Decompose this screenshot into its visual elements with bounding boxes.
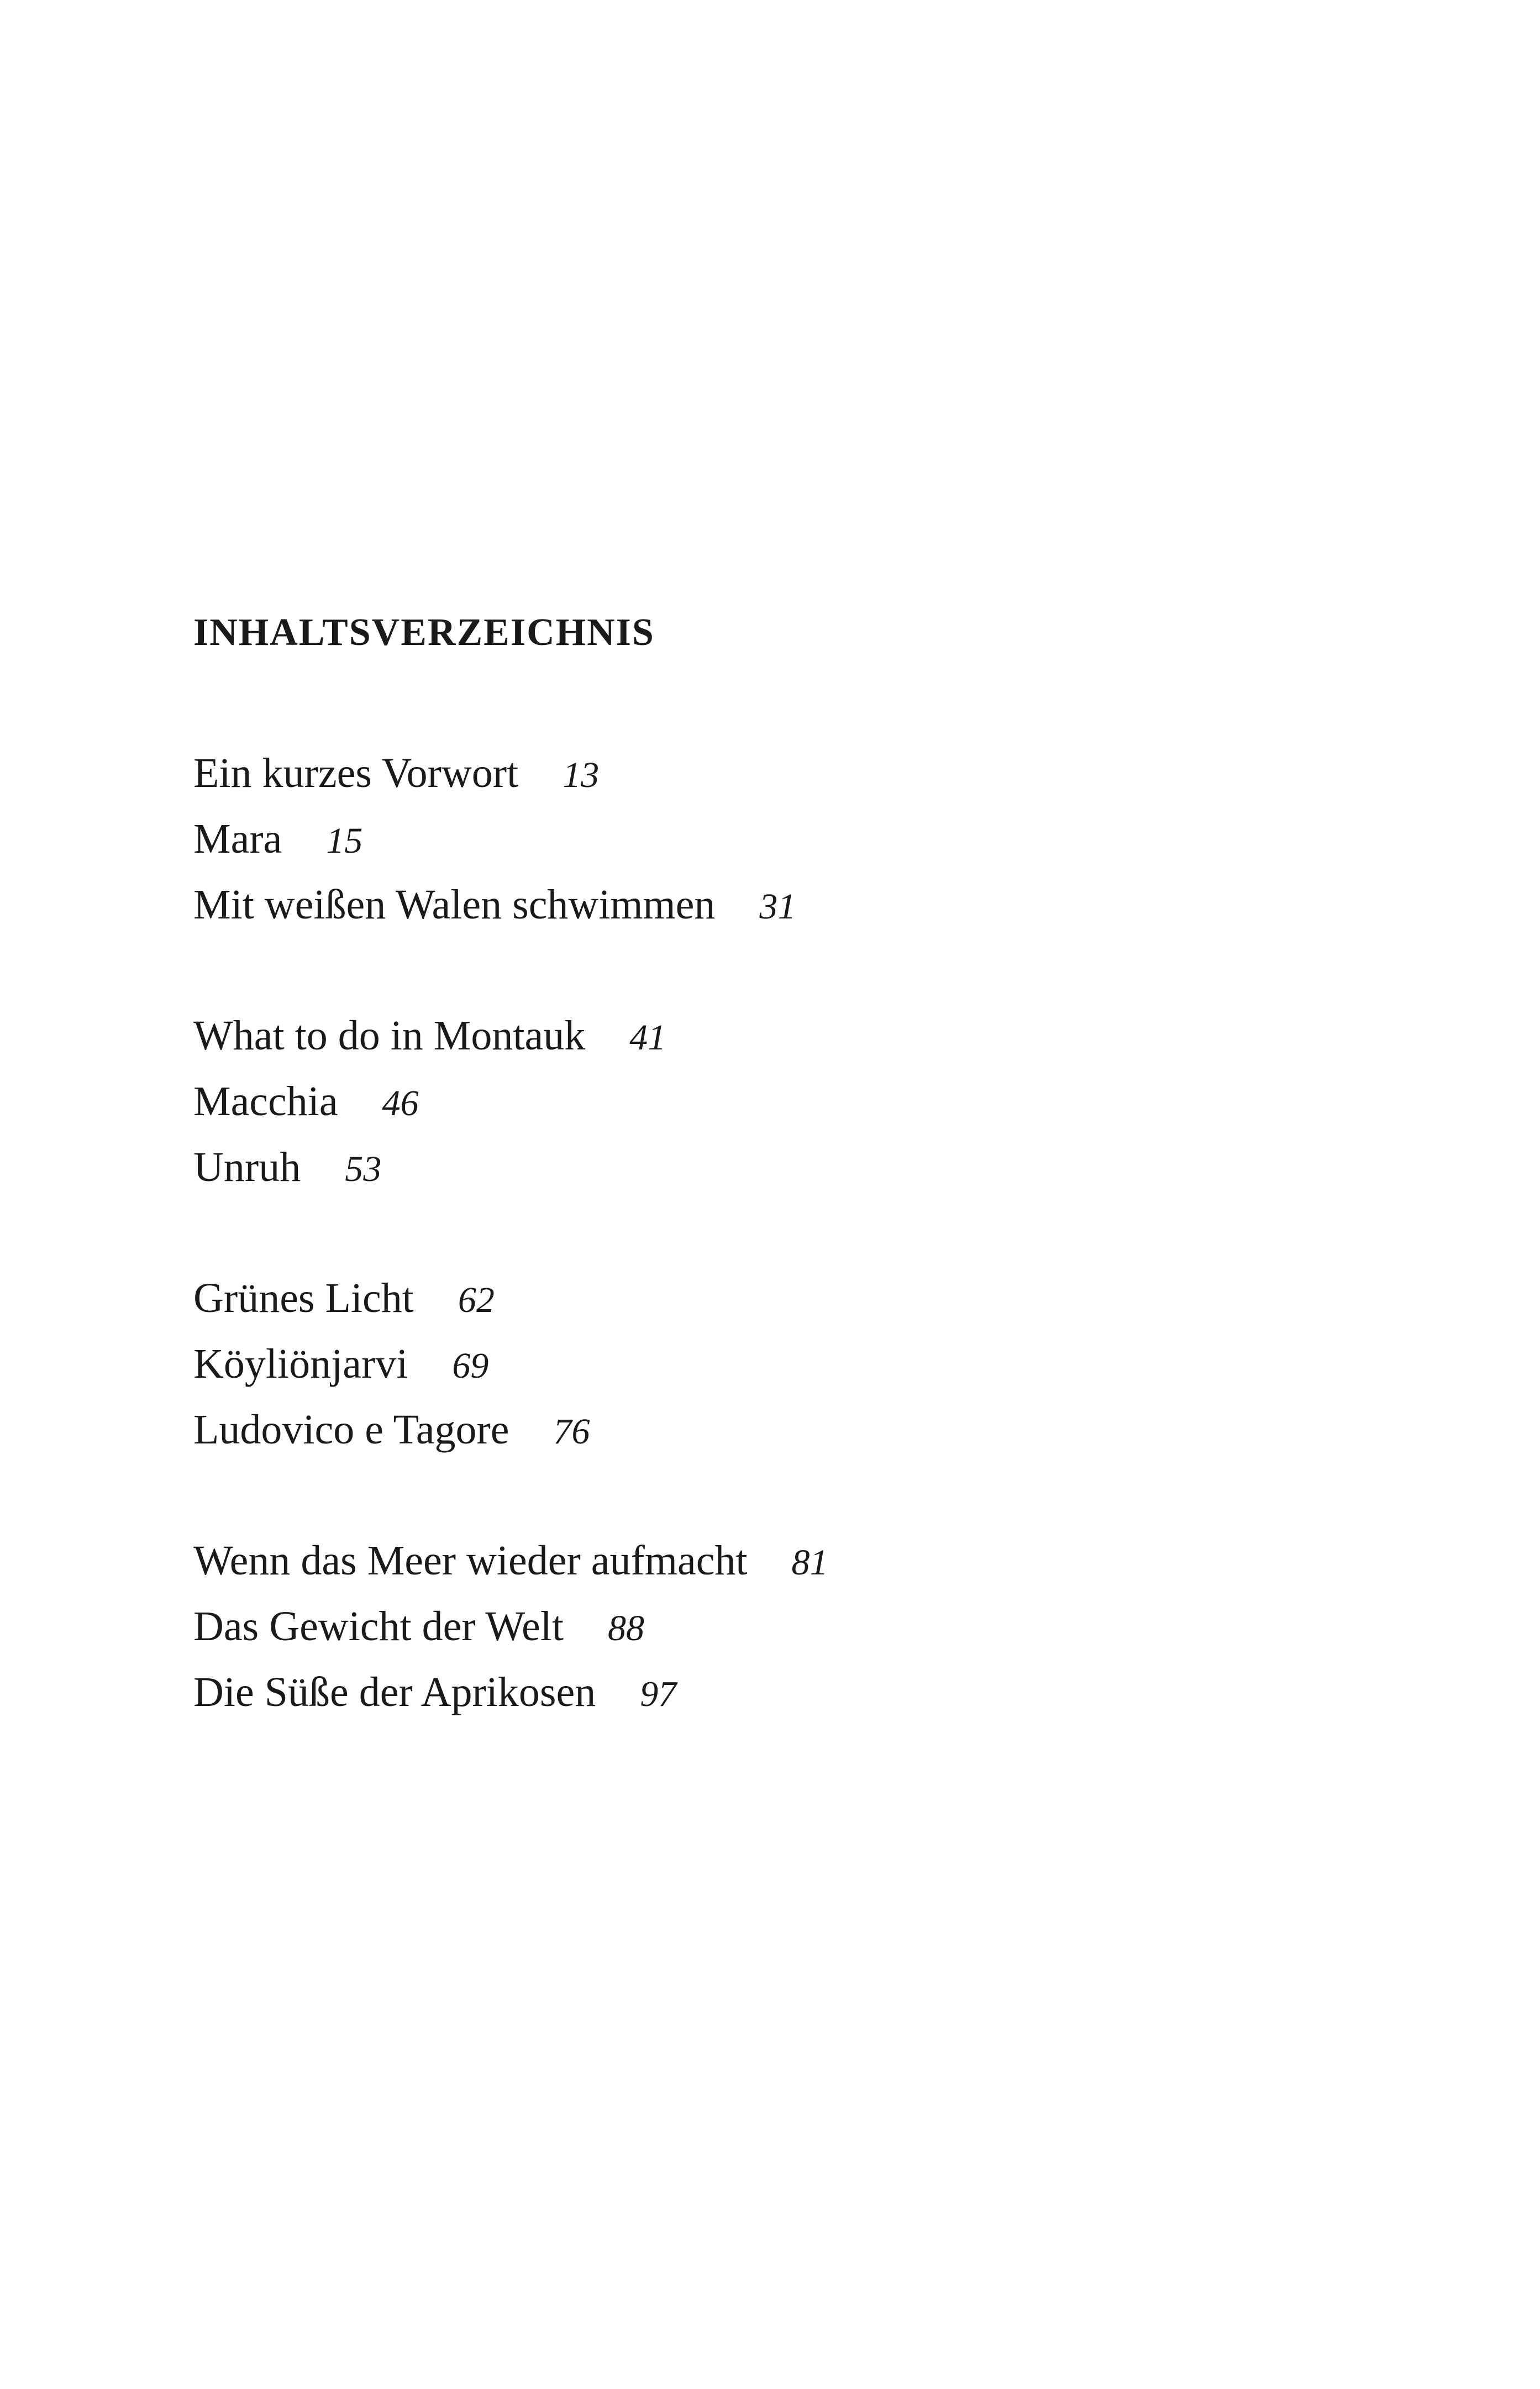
toc-entry	[193, 1266, 1354, 1331]
toc-entry-page-number: 41	[629, 1017, 666, 1058]
toc-entry-page-number: 97	[640, 1674, 677, 1714]
toc-entry-title: Wenn das Meer wieder aufmacht	[193, 1537, 748, 1584]
toc-group-2	[193, 1003, 1354, 1200]
toc-entry-page-number: 62	[458, 1280, 495, 1320]
toc-entry-page-number: 53	[345, 1149, 382, 1189]
table-of-contents	[193, 613, 1354, 1791]
toc-entry-page-number: 15	[326, 821, 363, 861]
toc-entry-title: Ludovico e Tagore	[193, 1406, 509, 1453]
toc-entry	[193, 872, 1354, 938]
toc-entry	[193, 1660, 1354, 1725]
toc-entry-title: Ein kurzes Vorwort	[193, 750, 519, 796]
toc-entry-title: Das Gewicht der Welt	[193, 1603, 564, 1650]
toc-entry	[193, 1003, 1354, 1069]
toc-entry-title: Mara	[193, 816, 282, 862]
toc-entry-page-number: 76	[553, 1411, 590, 1452]
toc-entry-title: What to do in Montauk	[193, 1012, 586, 1059]
toc-entry-title: Köyliönjarvi	[193, 1341, 408, 1387]
toc-entry-page-number: 69	[452, 1346, 489, 1386]
toc-entry	[193, 1135, 1354, 1200]
toc-heading: INHALTSVERZEICHNIS	[193, 611, 655, 654]
toc-entry	[193, 1397, 1354, 1463]
toc-entry	[193, 1331, 1354, 1397]
toc-entry	[193, 1069, 1354, 1135]
toc-entry-title: Macchia	[193, 1078, 338, 1125]
toc-entry-page-number: 13	[563, 755, 600, 795]
toc-entry-page-number: 31	[759, 886, 796, 927]
toc-entry	[193, 741, 1354, 806]
toc-group-4	[193, 1528, 1354, 1725]
toc-entry-title: Unruh	[193, 1144, 301, 1190]
toc-entry-title: Mit weißen Walen schwimmen	[193, 881, 716, 928]
toc-entry	[193, 1528, 1354, 1594]
toc-entry	[193, 1594, 1354, 1660]
toc-entry-page-number: 81	[791, 1542, 828, 1583]
toc-group-3	[193, 1266, 1354, 1463]
toc-group-1	[193, 741, 1354, 938]
toc-entry	[193, 806, 1354, 872]
toc-entry-title: Die Süße der Aprikosen	[193, 1669, 596, 1715]
toc-entry-page-number: 88	[607, 1608, 644, 1648]
toc-entry-title: Grünes Licht	[193, 1275, 414, 1321]
toc-entry-page-number: 46	[382, 1083, 419, 1123]
